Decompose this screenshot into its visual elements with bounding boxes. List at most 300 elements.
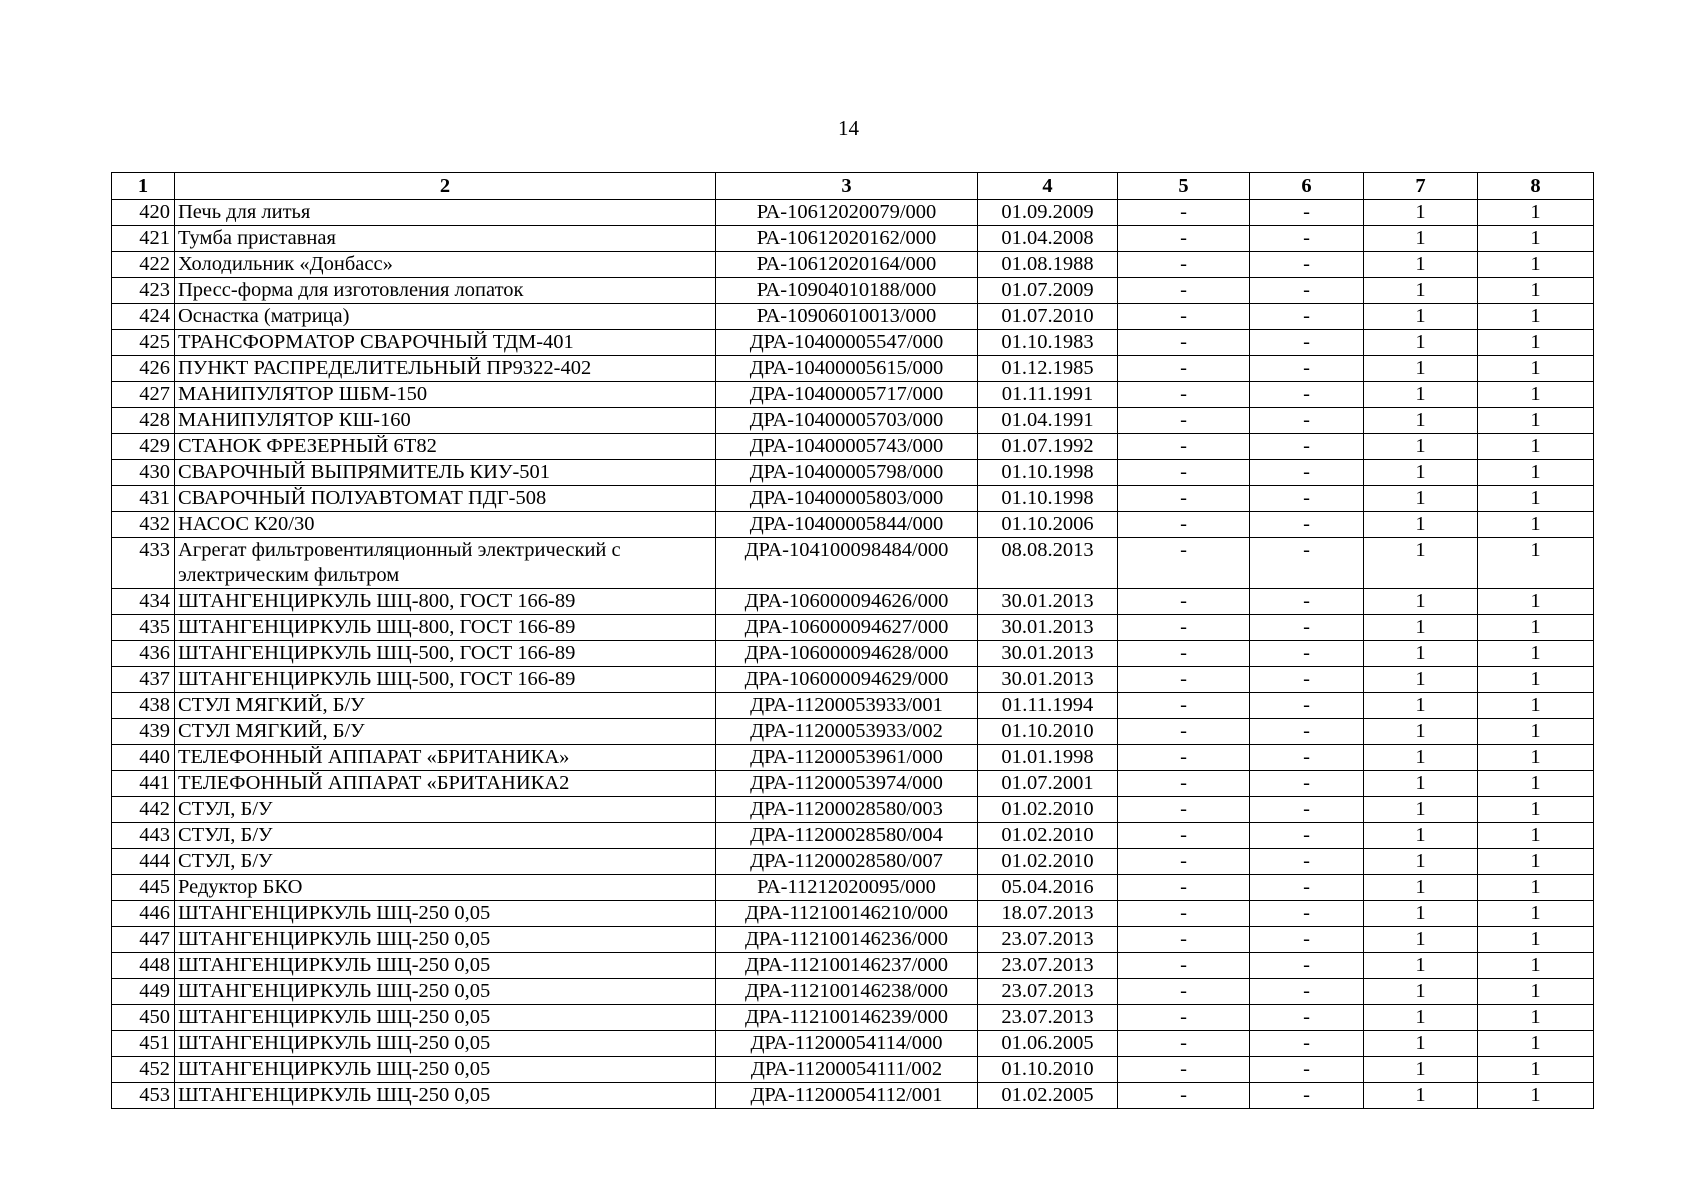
col-7-value: 1 bbox=[1364, 667, 1478, 693]
table-row bbox=[112, 693, 1594, 719]
col-8-value: 1 bbox=[1478, 278, 1594, 304]
inventory-number: ДРА-11200028580/003 bbox=[716, 797, 978, 823]
date: 01.06.2005 bbox=[978, 1031, 1118, 1057]
table-row bbox=[112, 589, 1594, 615]
col-7-value: 1 bbox=[1364, 693, 1478, 719]
col-8-value: 1 bbox=[1478, 771, 1594, 797]
row-number: 435 bbox=[112, 615, 175, 641]
inventory-number: ДРА-11200054111/002 bbox=[716, 1057, 978, 1083]
item-name: ТРАНСФОРМАТОР СВАРОЧНЫЙ ТДМ-401 bbox=[175, 330, 716, 356]
row-number: 429 bbox=[112, 434, 175, 460]
col-7-value: 1 bbox=[1364, 356, 1478, 382]
item-name: СТУЛ, Б/У bbox=[175, 823, 716, 849]
col-7-value: 1 bbox=[1364, 382, 1478, 408]
col-5-value: - bbox=[1118, 330, 1250, 356]
inventory-number: ДРА-10400005803/000 bbox=[716, 486, 978, 512]
col-6-value: - bbox=[1250, 382, 1364, 408]
col-5-value: - bbox=[1118, 382, 1250, 408]
date: 01.07.2009 bbox=[978, 278, 1118, 304]
item-name: Агрегат фильтровентиляционный электрический с электрическим фильтром bbox=[175, 538, 716, 589]
row-number: 420 bbox=[112, 200, 175, 226]
col-5-value: - bbox=[1118, 901, 1250, 927]
row-number: 453 bbox=[112, 1083, 175, 1109]
inventory-number: ДРА-104100098484/000 bbox=[716, 538, 978, 589]
col-7-value: 1 bbox=[1364, 1031, 1478, 1057]
row-number: 433 bbox=[112, 538, 175, 589]
inventory-number: ДРА-11200028580/007 bbox=[716, 849, 978, 875]
inventory-number: ДРА-11200053933/001 bbox=[716, 693, 978, 719]
table-row bbox=[112, 252, 1594, 278]
col-5-value: - bbox=[1118, 252, 1250, 278]
item-name: ШТАНГЕНЦИРКУЛЬ ШЦ-250 0,05 bbox=[175, 927, 716, 953]
date: 18.07.2013 bbox=[978, 901, 1118, 927]
date: 01.10.2006 bbox=[978, 512, 1118, 538]
row-number: 442 bbox=[112, 797, 175, 823]
date: 23.07.2013 bbox=[978, 953, 1118, 979]
date: 30.01.2013 bbox=[978, 667, 1118, 693]
row-number: 434 bbox=[112, 589, 175, 615]
table-row bbox=[112, 901, 1594, 927]
date: 01.04.1991 bbox=[978, 408, 1118, 434]
item-name: МАНИПУЛЯТОР КШ-160 bbox=[175, 408, 716, 434]
col-7-value: 1 bbox=[1364, 927, 1478, 953]
item-name: ТЕЛЕФОННЫЙ АППАРАТ «БРИТАНИКА» bbox=[175, 745, 716, 771]
col-8-value: 1 bbox=[1478, 875, 1594, 901]
header-row bbox=[112, 173, 1594, 200]
col-8-value: 1 bbox=[1478, 667, 1594, 693]
col-8-value: 1 bbox=[1478, 434, 1594, 460]
table-row bbox=[112, 486, 1594, 512]
col-6-value: - bbox=[1250, 486, 1364, 512]
date: 01.02.2010 bbox=[978, 849, 1118, 875]
row-number: 450 bbox=[112, 1005, 175, 1031]
date: 01.10.2010 bbox=[978, 1057, 1118, 1083]
col-5-value: - bbox=[1118, 538, 1250, 589]
col-5-value: - bbox=[1118, 745, 1250, 771]
col-6-value: - bbox=[1250, 278, 1364, 304]
col-6-value: - bbox=[1250, 693, 1364, 719]
table-row bbox=[112, 460, 1594, 486]
table-body bbox=[112, 200, 1594, 1109]
table-row bbox=[112, 979, 1594, 1005]
col-6-value: - bbox=[1250, 1083, 1364, 1109]
row-number: 423 bbox=[112, 278, 175, 304]
item-name: СВАРОЧНЫЙ ВЫПРЯМИТЕЛЬ КИУ-501 bbox=[175, 460, 716, 486]
col-5-value: - bbox=[1118, 693, 1250, 719]
col-5-value: - bbox=[1118, 1083, 1250, 1109]
date: 08.08.2013 bbox=[978, 538, 1118, 589]
date: 01.09.2009 bbox=[978, 200, 1118, 226]
col-6-value: - bbox=[1250, 823, 1364, 849]
inventory-number: РА-10906010013/000 bbox=[716, 304, 978, 330]
col-6-value: - bbox=[1250, 667, 1364, 693]
col-5-value: - bbox=[1118, 797, 1250, 823]
inventory-number: ДРА-10400005615/000 bbox=[716, 356, 978, 382]
col-5-value: - bbox=[1118, 979, 1250, 1005]
col-6-value: - bbox=[1250, 512, 1364, 538]
inventory-number: ДРА-11200054112/001 bbox=[716, 1083, 978, 1109]
col-5-value: - bbox=[1118, 589, 1250, 615]
col-6-value: - bbox=[1250, 226, 1364, 252]
row-number: 451 bbox=[112, 1031, 175, 1057]
col-7-value: 1 bbox=[1364, 486, 1478, 512]
row-number: 445 bbox=[112, 875, 175, 901]
item-name: Оснастка (матрица) bbox=[175, 304, 716, 330]
col-8-value: 1 bbox=[1478, 330, 1594, 356]
date: 01.10.2010 bbox=[978, 719, 1118, 745]
row-number: 448 bbox=[112, 953, 175, 979]
inventory-number: ДРА-10400005547/000 bbox=[716, 330, 978, 356]
row-number: 449 bbox=[112, 979, 175, 1005]
table-row bbox=[112, 200, 1594, 226]
col-6-value: - bbox=[1250, 200, 1364, 226]
date: 01.07.1992 bbox=[978, 434, 1118, 460]
col-6-value: - bbox=[1250, 538, 1364, 589]
column-header: 3 bbox=[716, 173, 978, 200]
item-name: СТУЛ, Б/У bbox=[175, 797, 716, 823]
table-row bbox=[112, 434, 1594, 460]
column-header: 8 bbox=[1478, 173, 1594, 200]
date: 01.04.2008 bbox=[978, 226, 1118, 252]
item-name: ШТАНГЕНЦИРКУЛЬ ШЦ-250 0,05 bbox=[175, 1031, 716, 1057]
col-7-value: 1 bbox=[1364, 226, 1478, 252]
col-8-value: 1 bbox=[1478, 460, 1594, 486]
col-8-value: 1 bbox=[1478, 797, 1594, 823]
date: 01.02.2010 bbox=[978, 797, 1118, 823]
col-7-value: 1 bbox=[1364, 1083, 1478, 1109]
column-header: 7 bbox=[1364, 173, 1478, 200]
col-6-value: - bbox=[1250, 615, 1364, 641]
table-row bbox=[112, 408, 1594, 434]
table-row bbox=[112, 849, 1594, 875]
col-7-value: 1 bbox=[1364, 330, 1478, 356]
col-5-value: - bbox=[1118, 512, 1250, 538]
date: 01.10.1998 bbox=[978, 460, 1118, 486]
table-row bbox=[112, 641, 1594, 667]
row-number: 443 bbox=[112, 823, 175, 849]
col-6-value: - bbox=[1250, 849, 1364, 875]
col-5-value: - bbox=[1118, 356, 1250, 382]
table-row bbox=[112, 823, 1594, 849]
col-5-value: - bbox=[1118, 434, 1250, 460]
inventory-number: ДРА-106000094627/000 bbox=[716, 615, 978, 641]
col-7-value: 1 bbox=[1364, 408, 1478, 434]
table-row bbox=[112, 538, 1594, 589]
col-7-value: 1 bbox=[1364, 823, 1478, 849]
date: 01.10.1983 bbox=[978, 330, 1118, 356]
table-row bbox=[112, 953, 1594, 979]
col-5-value: - bbox=[1118, 1005, 1250, 1031]
date: 01.11.1991 bbox=[978, 382, 1118, 408]
col-6-value: - bbox=[1250, 1031, 1364, 1057]
date: 30.01.2013 bbox=[978, 589, 1118, 615]
item-name: ШТАНГЕНЦИРКУЛЬ ШЦ-250 0,05 bbox=[175, 1083, 716, 1109]
item-name: НАСОС К20/30 bbox=[175, 512, 716, 538]
inventory-number: ДРА-11200053974/000 bbox=[716, 771, 978, 797]
col-8-value: 1 bbox=[1478, 953, 1594, 979]
col-8-value: 1 bbox=[1478, 408, 1594, 434]
col-5-value: - bbox=[1118, 486, 1250, 512]
col-8-value: 1 bbox=[1478, 304, 1594, 330]
row-number: 441 bbox=[112, 771, 175, 797]
col-5-value: - bbox=[1118, 953, 1250, 979]
table-row bbox=[112, 797, 1594, 823]
col-6-value: - bbox=[1250, 304, 1364, 330]
col-5-value: - bbox=[1118, 823, 1250, 849]
col-7-value: 1 bbox=[1364, 875, 1478, 901]
col-8-value: 1 bbox=[1478, 356, 1594, 382]
col-7-value: 1 bbox=[1364, 460, 1478, 486]
col-5-value: - bbox=[1118, 226, 1250, 252]
col-7-value: 1 bbox=[1364, 797, 1478, 823]
row-number: 440 bbox=[112, 745, 175, 771]
item-name: ПУНКТ РАСПРЕДЕЛИТЕЛЬНЫЙ ПР9322-402 bbox=[175, 356, 716, 382]
col-7-value: 1 bbox=[1364, 200, 1478, 226]
row-number: 422 bbox=[112, 252, 175, 278]
col-6-value: - bbox=[1250, 927, 1364, 953]
col-6-value: - bbox=[1250, 771, 1364, 797]
col-7-value: 1 bbox=[1364, 641, 1478, 667]
inventory-number: ДРА-106000094629/000 bbox=[716, 667, 978, 693]
col-6-value: - bbox=[1250, 1057, 1364, 1083]
item-name: МАНИПУЛЯТОР ШБМ-150 bbox=[175, 382, 716, 408]
inventory-number: ДРА-10400005844/000 bbox=[716, 512, 978, 538]
col-8-value: 1 bbox=[1478, 745, 1594, 771]
item-name: Тумба приставная bbox=[175, 226, 716, 252]
row-number: 438 bbox=[112, 693, 175, 719]
table-row bbox=[112, 745, 1594, 771]
row-number: 431 bbox=[112, 486, 175, 512]
inventory-number: ДРА-10400005798/000 bbox=[716, 460, 978, 486]
col-8-value: 1 bbox=[1478, 693, 1594, 719]
inventory-number: РА-10904010188/000 bbox=[716, 278, 978, 304]
col-8-value: 1 bbox=[1478, 200, 1594, 226]
col-6-value: - bbox=[1250, 745, 1364, 771]
column-header: 1 bbox=[112, 173, 175, 200]
col-7-value: 1 bbox=[1364, 512, 1478, 538]
col-6-value: - bbox=[1250, 356, 1364, 382]
col-5-value: - bbox=[1118, 408, 1250, 434]
date: 23.07.2013 bbox=[978, 979, 1118, 1005]
row-number: 428 bbox=[112, 408, 175, 434]
inventory-number: ДРА-10400005717/000 bbox=[716, 382, 978, 408]
table-row bbox=[112, 927, 1594, 953]
col-7-value: 1 bbox=[1364, 252, 1478, 278]
col-8-value: 1 bbox=[1478, 979, 1594, 1005]
col-6-value: - bbox=[1250, 252, 1364, 278]
row-number: 437 bbox=[112, 667, 175, 693]
item-name: ШТАНГЕНЦИРКУЛЬ ШЦ-250 0,05 bbox=[175, 979, 716, 1005]
col-8-value: 1 bbox=[1478, 512, 1594, 538]
col-7-value: 1 bbox=[1364, 538, 1478, 589]
item-name: ШТАНГЕНЦИРКУЛЬ ШЦ-250 0,05 bbox=[175, 953, 716, 979]
row-number: 436 bbox=[112, 641, 175, 667]
col-6-value: - bbox=[1250, 979, 1364, 1005]
row-number: 439 bbox=[112, 719, 175, 745]
col-7-value: 1 bbox=[1364, 304, 1478, 330]
inventory-table bbox=[111, 172, 1594, 1109]
col-5-value: - bbox=[1118, 1057, 1250, 1083]
inventory-number: РА-10612020079/000 bbox=[716, 200, 978, 226]
col-5-value: - bbox=[1118, 1031, 1250, 1057]
row-number: 447 bbox=[112, 927, 175, 953]
date: 30.01.2013 bbox=[978, 641, 1118, 667]
col-5-value: - bbox=[1118, 849, 1250, 875]
col-7-value: 1 bbox=[1364, 953, 1478, 979]
row-number: 430 bbox=[112, 460, 175, 486]
table-row bbox=[112, 1005, 1594, 1031]
col-5-value: - bbox=[1118, 771, 1250, 797]
inventory-number: ДРА-11200054114/000 bbox=[716, 1031, 978, 1057]
item-name: ШТАНГЕНЦИРКУЛЬ ШЦ-500, ГОСТ 166-89 bbox=[175, 641, 716, 667]
date: 01.12.1985 bbox=[978, 356, 1118, 382]
item-name: ШТАНГЕНЦИРКУЛЬ ШЦ-500, ГОСТ 166-89 bbox=[175, 667, 716, 693]
inventory-number: РА-10612020164/000 bbox=[716, 252, 978, 278]
col-6-value: - bbox=[1250, 719, 1364, 745]
col-5-value: - bbox=[1118, 927, 1250, 953]
col-7-value: 1 bbox=[1364, 771, 1478, 797]
col-8-value: 1 bbox=[1478, 486, 1594, 512]
item-name: СТУЛ МЯГКИЙ, Б/У bbox=[175, 719, 716, 745]
col-5-value: - bbox=[1118, 460, 1250, 486]
col-7-value: 1 bbox=[1364, 849, 1478, 875]
col-7-value: 1 bbox=[1364, 1005, 1478, 1031]
col-5-value: - bbox=[1118, 200, 1250, 226]
inventory-number: ДРА-10400005743/000 bbox=[716, 434, 978, 460]
col-6-value: - bbox=[1250, 901, 1364, 927]
col-7-value: 1 bbox=[1364, 745, 1478, 771]
col-6-value: - bbox=[1250, 875, 1364, 901]
col-7-value: 1 bbox=[1364, 615, 1478, 641]
col-5-value: - bbox=[1118, 875, 1250, 901]
column-header: 2 bbox=[175, 173, 716, 200]
row-number: 432 bbox=[112, 512, 175, 538]
table-row bbox=[112, 719, 1594, 745]
table-row bbox=[112, 1057, 1594, 1083]
date: 23.07.2013 bbox=[978, 927, 1118, 953]
col-8-value: 1 bbox=[1478, 641, 1594, 667]
date: 30.01.2013 bbox=[978, 615, 1118, 641]
table-row bbox=[112, 1031, 1594, 1057]
inventory-number: ДРА-112100146239/000 bbox=[716, 1005, 978, 1031]
date: 01.07.2010 bbox=[978, 304, 1118, 330]
table-row bbox=[112, 1083, 1594, 1109]
table-row bbox=[112, 615, 1594, 641]
col-7-value: 1 bbox=[1364, 589, 1478, 615]
table-row bbox=[112, 278, 1594, 304]
row-number: 444 bbox=[112, 849, 175, 875]
date: 01.07.2001 bbox=[978, 771, 1118, 797]
col-7-value: 1 bbox=[1364, 979, 1478, 1005]
inventory-number: ДРА-112100146237/000 bbox=[716, 953, 978, 979]
table-row bbox=[112, 356, 1594, 382]
inventory-number: ДРА-106000094628/000 bbox=[716, 641, 978, 667]
inventory-number: ДРА-106000094626/000 bbox=[716, 589, 978, 615]
col-8-value: 1 bbox=[1478, 589, 1594, 615]
col-6-value: - bbox=[1250, 1005, 1364, 1031]
row-number: 427 bbox=[112, 382, 175, 408]
col-6-value: - bbox=[1250, 434, 1364, 460]
date: 23.07.2013 bbox=[978, 1005, 1118, 1031]
col-6-value: - bbox=[1250, 460, 1364, 486]
date: 01.10.1998 bbox=[978, 486, 1118, 512]
item-name: ТЕЛЕФОННЫЙ АППАРАТ «БРИТАНИКА2 bbox=[175, 771, 716, 797]
item-name: ШТАНГЕНЦИРКУЛЬ ШЦ-250 0,05 bbox=[175, 1005, 716, 1031]
column-header: 6 bbox=[1250, 173, 1364, 200]
page-number: 14 bbox=[838, 116, 859, 140]
item-name: СВАРОЧНЫЙ ПОЛУАВТОМАТ ПДГ-508 bbox=[175, 486, 716, 512]
row-number: 425 bbox=[112, 330, 175, 356]
col-6-value: - bbox=[1250, 797, 1364, 823]
col-7-value: 1 bbox=[1364, 901, 1478, 927]
inventory-number: ДРА-112100146238/000 bbox=[716, 979, 978, 1005]
inventory-number: ДРА-11200028580/004 bbox=[716, 823, 978, 849]
col-5-value: - bbox=[1118, 667, 1250, 693]
date: 01.02.2010 bbox=[978, 823, 1118, 849]
col-8-value: 1 bbox=[1478, 849, 1594, 875]
col-6-value: - bbox=[1250, 953, 1364, 979]
col-8-value: 1 bbox=[1478, 1005, 1594, 1031]
table-row bbox=[112, 226, 1594, 252]
col-8-value: 1 bbox=[1478, 382, 1594, 408]
col-8-value: 1 bbox=[1478, 1083, 1594, 1109]
col-5-value: - bbox=[1118, 641, 1250, 667]
date: 05.04.2016 bbox=[978, 875, 1118, 901]
column-header: 5 bbox=[1118, 173, 1250, 200]
col-7-value: 1 bbox=[1364, 719, 1478, 745]
table-row bbox=[112, 667, 1594, 693]
inventory-number: ДРА-112100146210/000 bbox=[716, 901, 978, 927]
col-8-value: 1 bbox=[1478, 1031, 1594, 1057]
col-6-value: - bbox=[1250, 330, 1364, 356]
row-number: 424 bbox=[112, 304, 175, 330]
col-7-value: 1 bbox=[1364, 434, 1478, 460]
table-row bbox=[112, 771, 1594, 797]
col-8-value: 1 bbox=[1478, 615, 1594, 641]
col-7-value: 1 bbox=[1364, 1057, 1478, 1083]
inventory-number: ДРА-11200053961/000 bbox=[716, 745, 978, 771]
item-name: Пресс-форма для изготовления лопаток bbox=[175, 278, 716, 304]
row-number: 421 bbox=[112, 226, 175, 252]
date: 01.08.1988 bbox=[978, 252, 1118, 278]
inventory-number: РА-10612020162/000 bbox=[716, 226, 978, 252]
col-8-value: 1 bbox=[1478, 823, 1594, 849]
inventory-number: РА-11212020095/000 bbox=[716, 875, 978, 901]
date: 01.02.2005 bbox=[978, 1083, 1118, 1109]
column-header: 4 bbox=[978, 173, 1118, 200]
item-name: ШТАНГЕНЦИРКУЛЬ ШЦ-800, ГОСТ 166-89 bbox=[175, 589, 716, 615]
item-name: Холодильник «Донбасс» bbox=[175, 252, 716, 278]
inventory-number: ДРА-10400005703/000 bbox=[716, 408, 978, 434]
item-name: ШТАНГЕНЦИРКУЛЬ ШЦ-250 0,05 bbox=[175, 1057, 716, 1083]
col-8-value: 1 bbox=[1478, 901, 1594, 927]
table-row bbox=[112, 330, 1594, 356]
col-8-value: 1 bbox=[1478, 927, 1594, 953]
table-row bbox=[112, 304, 1594, 330]
date: 01.01.1998 bbox=[978, 745, 1118, 771]
col-5-value: - bbox=[1118, 278, 1250, 304]
col-5-value: - bbox=[1118, 615, 1250, 641]
item-name: СТУЛ МЯГКИЙ, Б/У bbox=[175, 693, 716, 719]
date: 01.11.1994 bbox=[978, 693, 1118, 719]
col-6-value: - bbox=[1250, 408, 1364, 434]
item-name: СТАНОК ФРЕЗЕРНЫЙ 6Т82 bbox=[175, 434, 716, 460]
item-name: ШТАНГЕНЦИРКУЛЬ ШЦ-250 0,05 bbox=[175, 901, 716, 927]
col-6-value: - bbox=[1250, 641, 1364, 667]
col-8-value: 1 bbox=[1478, 226, 1594, 252]
col-7-value: 1 bbox=[1364, 278, 1478, 304]
col-8-value: 1 bbox=[1478, 252, 1594, 278]
